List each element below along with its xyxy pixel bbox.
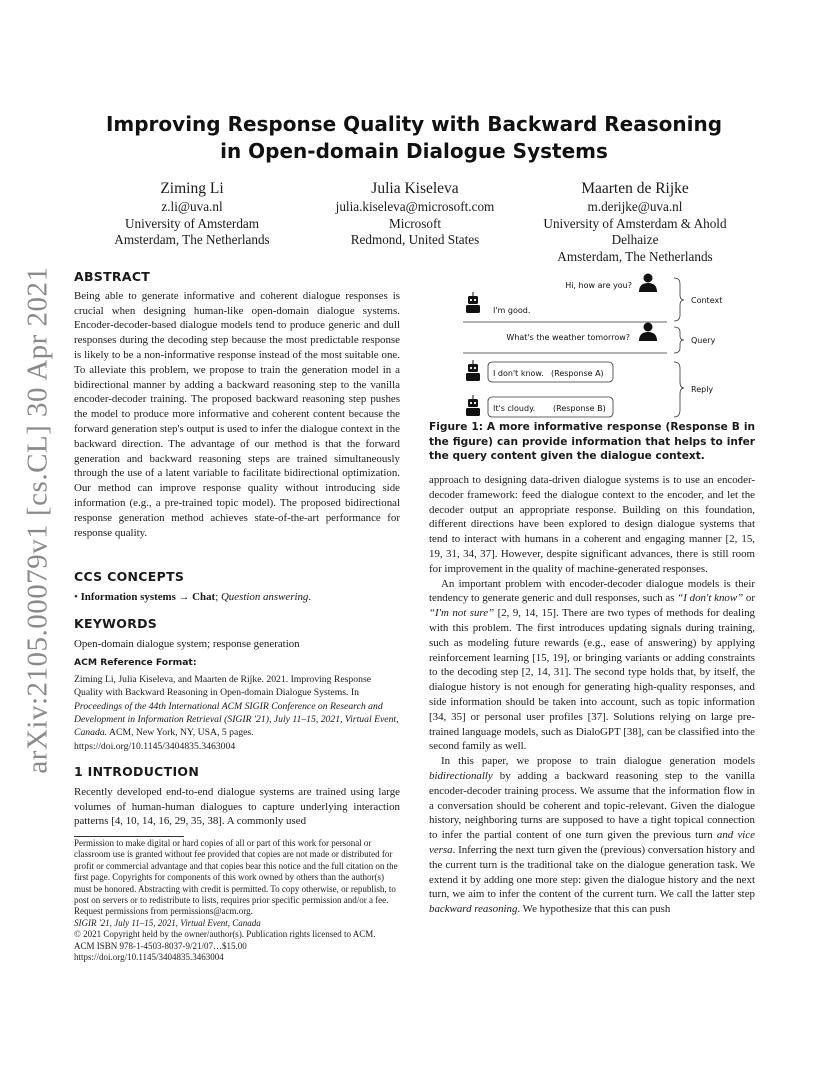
p3-part-a: In this paper, we propose to train dialogue generation models	[441, 755, 755, 768]
acm-ref-plain1: Ziming Li, Julia Kiseleva, and Maarten de Rijke. 2021. Improving Response Quality with Backward Reasoning in Open-domain Dialogue Systems. In	[74, 673, 372, 699]
response-b-label: (Response B)	[553, 404, 606, 413]
robot-icon	[466, 292, 480, 313]
ccs-bold: Information systems → Chat	[80, 590, 216, 603]
context-brace	[674, 278, 684, 321]
p2-quote-2: “I'm not sure”	[429, 607, 495, 620]
permission-notice: Permission to make digital or hard copies of all or part of this work for personal or classroom use is granted without fee provided that copies are not made or distributed for profit or commercial advantage and that copies bear this notice and the full citation on the first page. Copyrights for components of this work owned by others than the author(s) must be honored. Abstracting with credit is permitted. To copy otherwise, or republish, to post on servers or to redistribute to lists, requires prior specific permission and/or a fee. Request permissions from permissions@acm.org.	[74, 838, 398, 917]
p3-italic-1: bidirectionally	[429, 769, 493, 782]
isbn-line: ACM ISBN 978-1-4503-8037-9/21/07…$15.00	[74, 940, 247, 951]
acm-ref-heading: ACM Reference Format:	[74, 657, 197, 668]
intro-heading: 1 INTRODUCTION	[74, 764, 200, 779]
footnote-rule	[74, 836, 184, 837]
p2-part-c: [2, 9, 14, 15]. There are two types of methods for dealing with this problem. The first introduces updating signals during training, such as modeling future rewards (e.g., ease of answering) by applying reinforcement learning [15, 19], or bringing variants or adding constraints to the decoding step [2, 14, 31]. The second type holds that, by itself, the dialogue history is not enough for generating high-quality responses, and side information should be taken into account, such as topic information [34, 35] or personal user profiles [37]. Solutions relying on large pre-trained language models, such as DialoGPT [38], can be classified into the second family as well.	[429, 607, 755, 753]
author-affiliation-cont: Delhaize	[611, 232, 659, 247]
right-column	[429, 473, 755, 917]
author-email: m.derijke@uva.nl	[587, 199, 683, 214]
author-1	[92, 179, 292, 249]
p2-quote-1: “I don't know”	[677, 592, 744, 605]
query-brace	[674, 327, 684, 353]
author-name: Ziming Li	[160, 180, 224, 197]
msg-hi: Hi, how are you?	[565, 281, 632, 290]
p3-part-b: by adding a backward reasoning step to the vanilla encoder-decoder training process. We assume that the information flow in a conversation should be coherent and topic-relevant. Given the dialogue history, neighboring turns are supposed to have a tight topical connection to infer the partial content of one turn given the previous turn	[429, 769, 755, 842]
reply-label: Reply	[691, 385, 714, 394]
user-icon	[639, 323, 657, 342]
acm-ref-plain2: ACM, New York, NY, USA, 5 pages. https://doi.org/10.1145/3404835.3463004	[74, 727, 254, 752]
author-name: Julia Kiseleva	[371, 180, 459, 197]
author-name: Maarten de Rijke	[581, 180, 689, 197]
author-email: julia.kiseleva@microsoft.com	[335, 199, 495, 214]
arxiv-sidebar	[18, 266, 58, 774]
intro-paragraph-3	[429, 754, 755, 917]
p3-italic-3: backward reasoning	[429, 903, 518, 916]
intro-paragraph-2	[429, 577, 755, 755]
author-2	[315, 179, 515, 249]
title-line-2: in Open-domain Dialogue Systems	[220, 139, 608, 163]
author-affiliation: Microsoft	[388, 215, 441, 231]
response-a-text: I don't know.	[493, 369, 544, 378]
acm-ref-text	[74, 673, 400, 753]
venue-line: SIGIR '21, July 11–15, 2021, Virtual Event, Canada	[74, 917, 261, 928]
ccs-heading: CCS CONCEPTS	[74, 569, 185, 584]
copyright-line: © 2021 Copyright held by the owner/author(s). Publication rights licensed to ACM.	[74, 929, 376, 940]
intro-paragraph-1: approach to designing data-driven dialogue systems is to use an encoder-decoder framework: feed the dialogue context to the encoder, and let the decoder output an appropriate response. Building on this foundation, different directions have been explored to design dialogue systems that tend to interact with humans in a coherent and engaging manner [2, 15, 19, 31, 34, 37]. However, despite significant advances, there is still room for improvement in the quality of machine-generated responses.	[429, 474, 755, 575]
author-affiliation: University of Amsterdam	[124, 215, 260, 231]
msg-weather: What's the weather tomorrow?	[506, 333, 630, 342]
robot-icon	[466, 395, 480, 416]
p3-part-c: . Inferring the next turn given the (previous) conversation history and the current turn is the traditional take on the dialogue generation task. We extend it by adding one more step: given the dialogue history and the next turn, we aim to infer the content of the current turn. We call the latter step	[429, 843, 755, 901]
keywords-heading: KEYWORDS	[74, 616, 158, 631]
ccs-section	[74, 570, 400, 605]
ccs-italic: Question answering	[220, 590, 309, 603]
response-b-text: It's cloudy.	[493, 404, 536, 413]
author-affiliation: University of Amsterdam & Ahold	[543, 215, 727, 231]
p3-italic-2: and vice versa	[429, 829, 755, 856]
p3-part-d: . We hypothesize that this can push	[517, 903, 671, 916]
intro-section	[74, 765, 400, 829]
author-email: z.li@uva.nl	[161, 199, 223, 214]
keywords-text: Open-domain dialogue system; response generation	[74, 637, 300, 650]
figure-caption: Figure 1: A more informative response (Response B in the figure) can provide information that helps to infer the query content given the dialogue context.	[429, 421, 755, 462]
ccs-sep: ;	[215, 590, 221, 603]
abstract-heading: ABSTRACT	[74, 269, 151, 284]
abstract-section	[74, 270, 400, 540]
paper-title	[74, 111, 754, 165]
abstract-text: Being able to generate informative and coherent dialogue responses is crucial when designing human-like open-domain dialogue systems. Encoder-decoder-based dialogue models tend to produce generic and dull responses during the decoding step because the most predictable response is likely to be a non-informative response instead of the most suitable one. To alleviate this problem, we propose to train the generation model in a bidirectional manner by adding a backward reasoning step to the vanilla encoder-decoder training. The proposed backward reasoning step pushes the model to produce more informative and coherent content because the forward generation step's output is used to infer the dialogue context in the backward direction. The advantage of our method is that the forward generation and backward reasoning steps are trained simultaneously through the use of a latent variable to facilitate bidirectional optimization. Our method can improve response quality without introducing side information (e.g., a pre-trained topic model). The proposed bidirectional response generation method achieves state-of-the-art performance for response quality.	[74, 289, 400, 539]
p2-part-b: or	[743, 592, 755, 605]
keywords-section	[74, 617, 400, 652]
author-location: Redmond, United States	[350, 232, 480, 247]
ccs-bullet: •	[74, 590, 78, 603]
acm-ref-italic: Proceedings of the 44th International ACM SIGIR Conference on Research and Development in Information Retrieval (SIGIR '21), July 11–15, 2021, Virtual Event, Canada.	[74, 700, 399, 739]
dialogue-figure	[455, 270, 755, 420]
user-icon	[639, 274, 657, 293]
acm-ref-section	[74, 656, 400, 753]
p2-part-a: An important problem with encoder-decoder dialogue models is their tendency to generate generic and dull responses, such as	[429, 577, 755, 605]
intro-text: Recently developed end-to-end dialogue systems are trained using large volumes of human-human dialogues to capture underlying interaction patterns [4, 10, 14, 16, 29, 35, 38]. A commonly used	[74, 785, 400, 828]
title-line-1: Improving Response Quality with Backward Reasoning	[105, 112, 723, 136]
ccs-text	[74, 590, 400, 605]
context-label: Context	[691, 296, 723, 305]
robot-icon	[466, 360, 480, 381]
author-location: Amsterdam, The Netherlands	[557, 248, 713, 264]
author-location: Amsterdam, The Netherlands	[114, 232, 270, 247]
response-a-label: (Response A)	[551, 369, 604, 378]
msg-good: I'm good.	[493, 306, 531, 315]
doi-line: https://doi.org/10.1145/3404835.3463004	[74, 952, 224, 963]
author-3	[530, 179, 740, 265]
footnote	[74, 838, 400, 963]
ccs-end: .	[308, 590, 312, 603]
reply-brace	[674, 362, 684, 417]
query-label: Query	[691, 336, 716, 345]
arxiv-id-text: arXiv:2105.00079v1 [cs.CL] 30 Apr 2021	[21, 266, 54, 774]
